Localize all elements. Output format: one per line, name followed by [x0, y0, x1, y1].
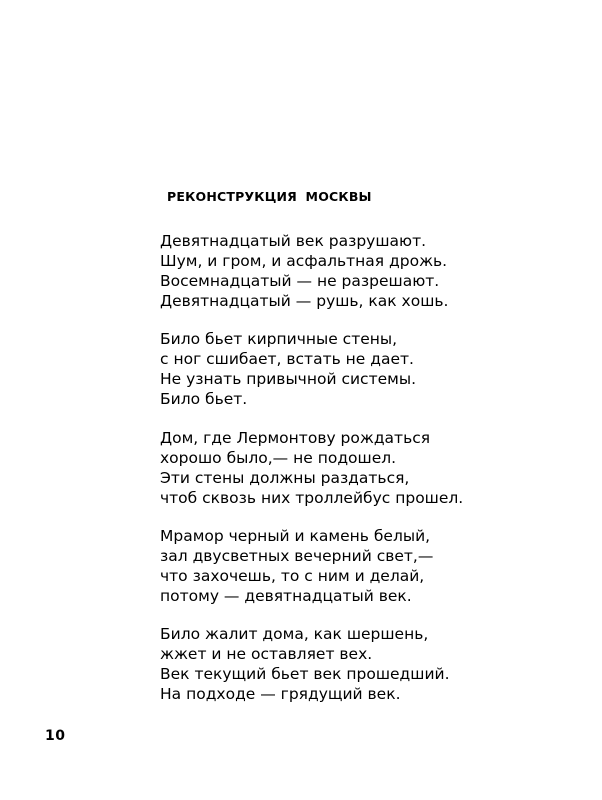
- stanza-2: [160, 329, 416, 409]
- poem-line: Век текущий бьет век прошедший.: [160, 665, 450, 683]
- poem-line: Било бьет кирпичные стены,: [160, 330, 398, 348]
- poem-line: жжет и не оставляет вех.: [160, 645, 373, 663]
- poem-line: Мрамор черный и камень белый,: [160, 527, 431, 545]
- stanza-3: [160, 428, 463, 508]
- poem-title: РЕКОНСТРУКЦИЯ МОСКВЫ: [167, 189, 372, 204]
- poem-line: На подходе — грядущий век.: [160, 685, 401, 703]
- poem-line: хорошо было,— не подошел.: [160, 449, 397, 467]
- stanza-5: [160, 624, 450, 704]
- poem-line: Дом, где Лермонтову рождаться: [160, 429, 431, 447]
- stanza-4: [160, 526, 433, 606]
- stanza-1: [160, 231, 448, 311]
- poem-line: Било бьет.: [160, 390, 248, 408]
- poem-line: Не узнать привычной системы.: [160, 370, 416, 388]
- poem-line: Эти стены должны раздаться,: [160, 469, 410, 487]
- poem-line: Било жалит дома, как шершень,: [160, 625, 429, 643]
- poem-line: Восемнадцатый — не разрешают.: [160, 272, 440, 290]
- poem-line: с ног сшибает, встать не дает.: [160, 350, 414, 368]
- page-number: 10: [45, 728, 66, 744]
- poem-line: чтоб сквозь них троллейбус прошел.: [160, 489, 464, 507]
- poem-line: что захочешь, то с ним и делай,: [160, 567, 425, 585]
- poem-line: зал двусветных вечерний свет,—: [160, 547, 434, 565]
- poem-line: потому — девятнадцатый век.: [160, 587, 412, 605]
- poem-line: Шум, и гром, и асфальтная дрожь.: [160, 252, 448, 270]
- poem-line: Девятнадцатый — рушь, как хошь.: [160, 292, 449, 310]
- poem-line: Девятнадцатый век разрушают.: [160, 232, 427, 250]
